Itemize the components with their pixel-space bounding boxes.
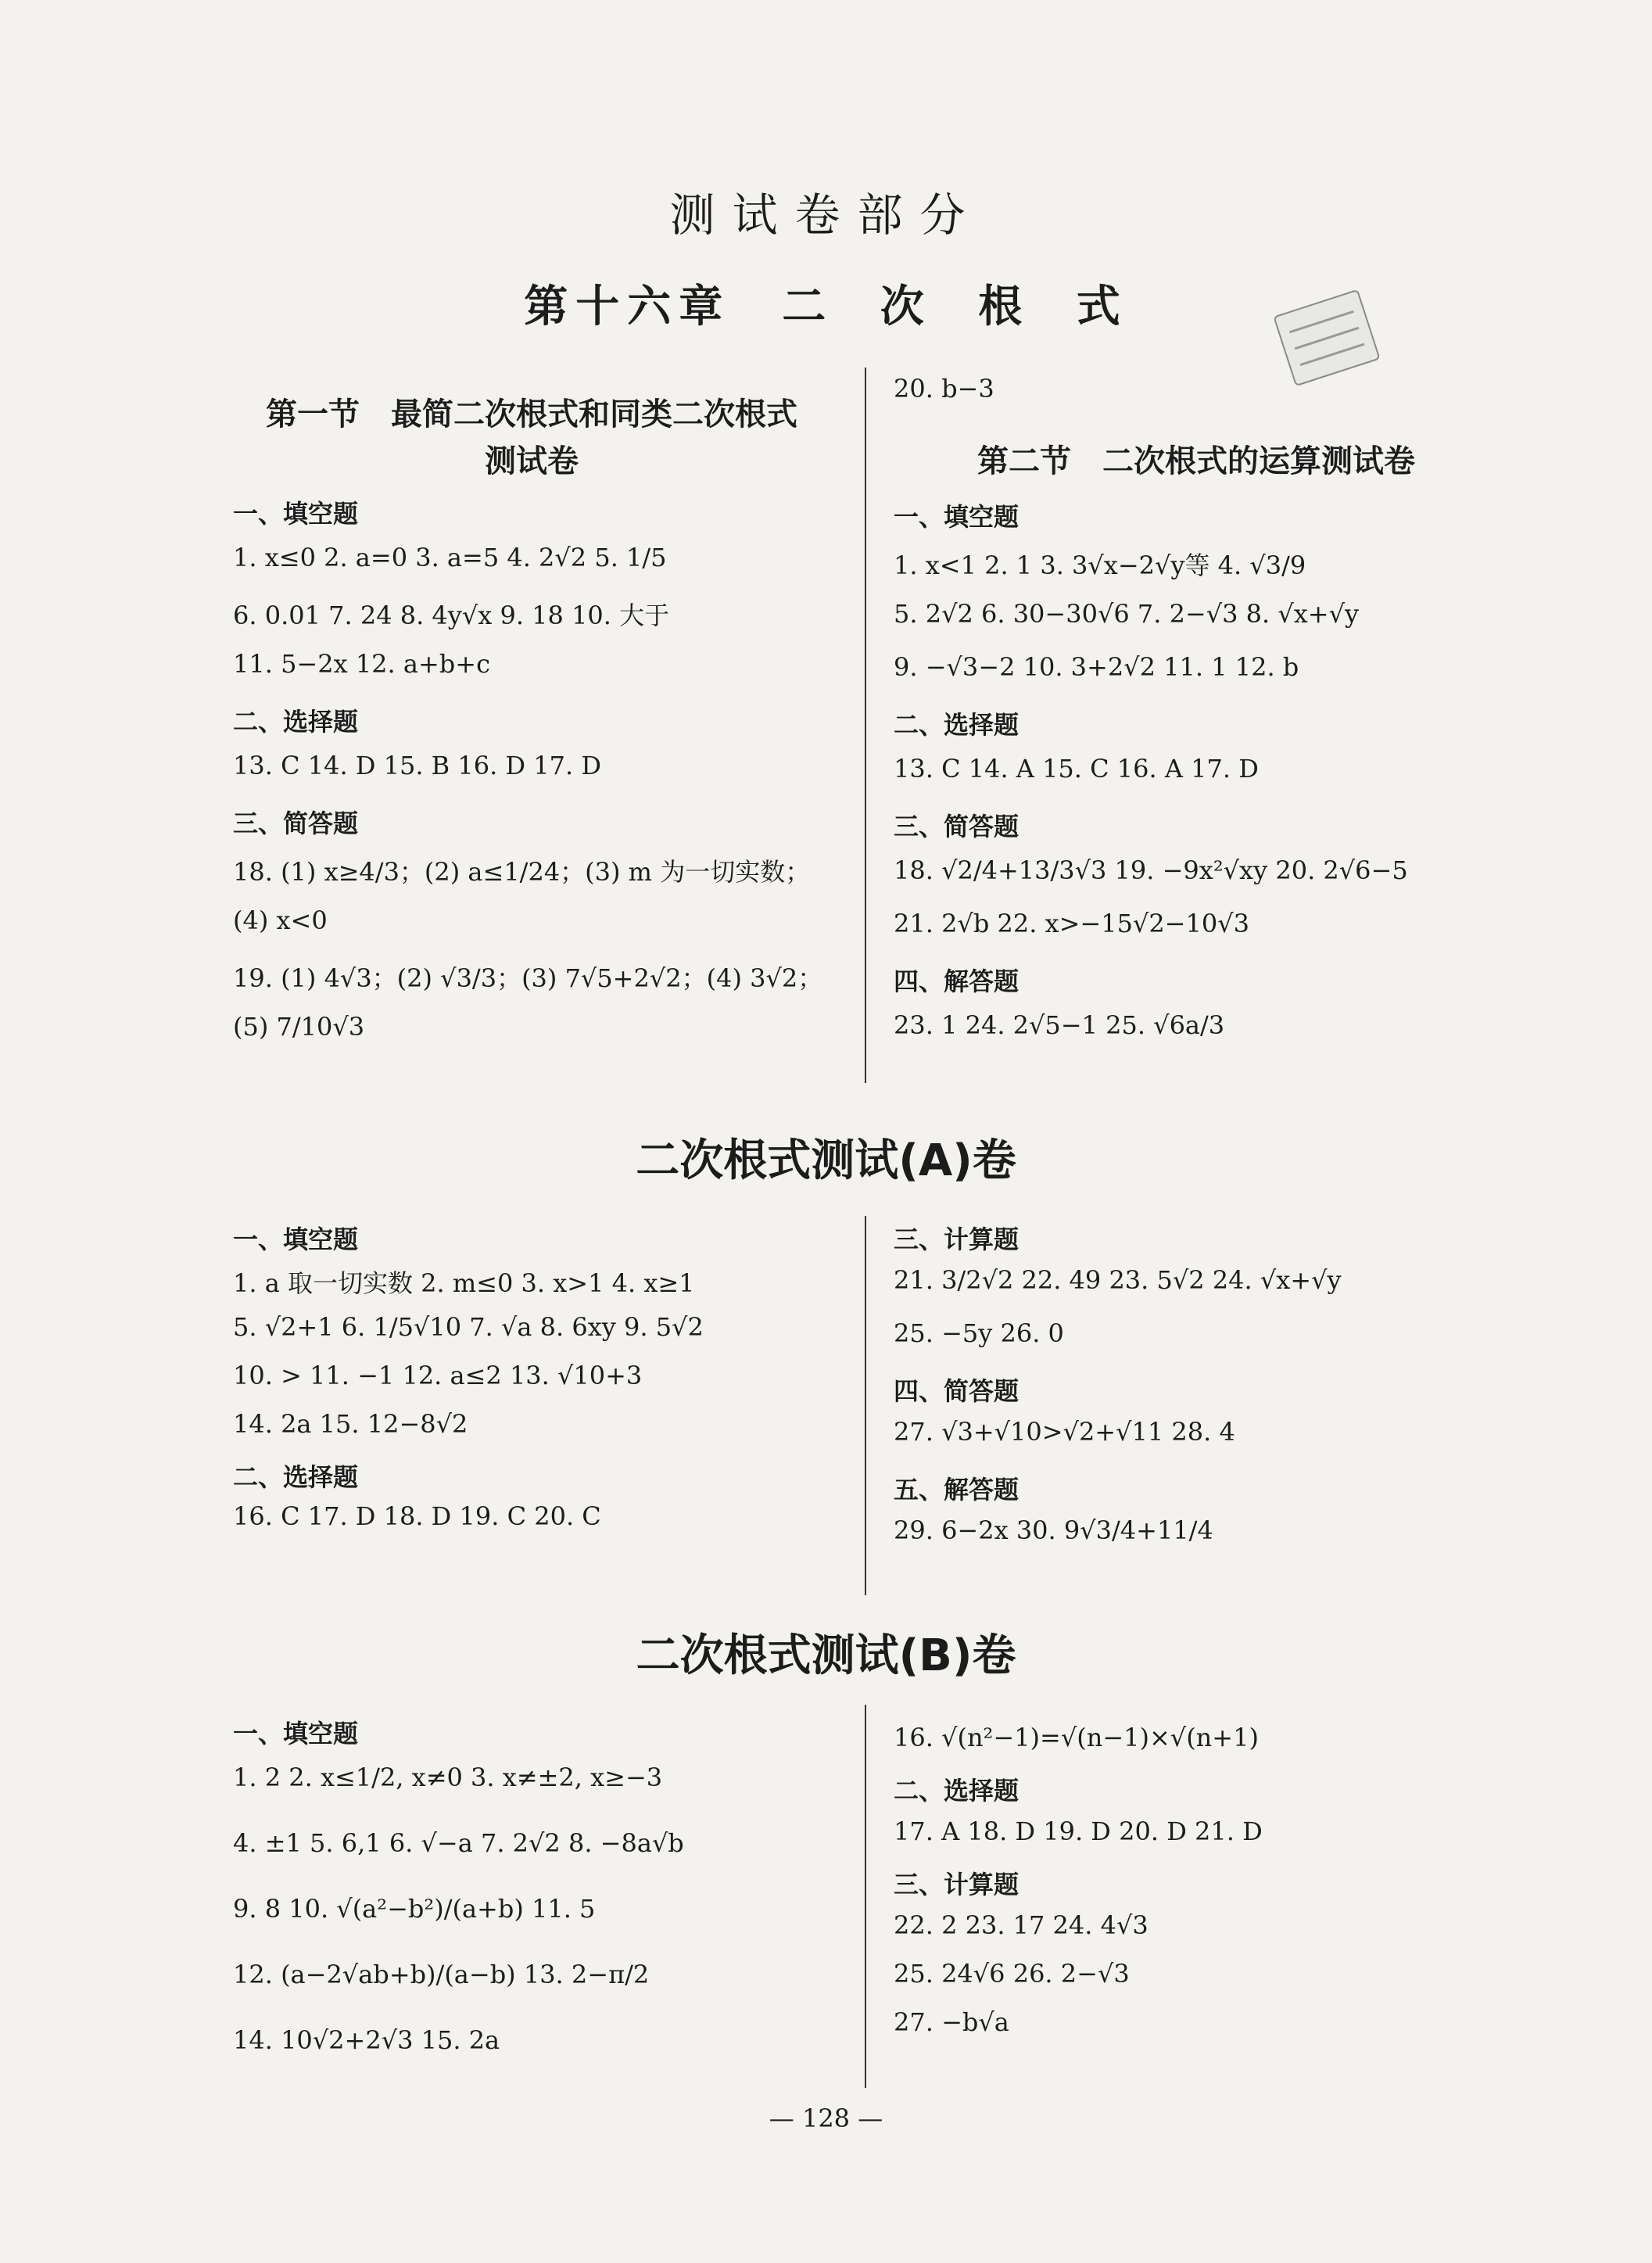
answer-line: 25. 24√6 26. 2−√3: [894, 1959, 1130, 1989]
answer-line: 9. −√3−2 10. 3+2√2 11. 1 12. b: [894, 652, 1299, 682]
page-title: 测试卷部分: [669, 188, 983, 242]
answer-line: 16. √(n²−1)=√(n−1)×√(n+1): [894, 1723, 1259, 1752]
answer-line: 1. x≤0 2. a=0 3. a=5 4. 2√2 5. 1/5: [233, 543, 667, 572]
column-divider: [865, 368, 866, 1083]
answer-line: 19. (1) 4√3；(2) √3/3；(3) 7√5+2√2；(4) 3√2；: [233, 963, 823, 993]
answer-line: 10. > 11. −1 12. a≤2 13. √10+3: [233, 1361, 643, 1390]
test-b-title: 二次根式测试(B)卷: [636, 1630, 1016, 1681]
question-category: 一、填空题: [233, 499, 359, 529]
answer-line: 17. A 18. D 19. D 20. D 21. D: [894, 1816, 1263, 1846]
answer-line: 16. C 17. D 18. D 19. C 20. C: [233, 1501, 601, 1531]
question-category: 三、计算题: [894, 1870, 1020, 1899]
answer-line: (4) x<0: [233, 906, 328, 935]
section2-title: 第二节 二次根式的运算测试卷: [977, 443, 1415, 479]
answer-line: 29. 6−2x 30. 9√3/4+11/4: [894, 1515, 1213, 1545]
answer-line: 23. 1 24. 2√5−1 25. √6a/3: [894, 1010, 1225, 1040]
test-a-title: 二次根式测试(A)卷: [636, 1135, 1016, 1186]
answer-line: 11. 5−2x 12. a+b+c: [233, 649, 490, 679]
answer-line: 1. 2 2. x≤1/2, x≠0 3. x≠±2, x≥−3: [233, 1763, 663, 1792]
question-category: 三、计算题: [894, 1225, 1020, 1254]
answer-line: 18. (1) x≥4/3；(2) a≤1/24；(3) m 为一切实数；: [233, 857, 811, 887]
answer-line: (5) 7/10√3: [233, 1012, 365, 1042]
column-divider: [865, 1705, 866, 2088]
answer-line: 18. √2/4+13/3√3 19. −9x²√xy 20. 2√6−5: [894, 855, 1408, 885]
answer-line: 27. −b√a: [894, 2007, 1009, 2037]
question-category: 五、解答题: [894, 1475, 1020, 1504]
answer-line: 9. 8 10. √(a²−b²)/(a+b) 11. 5: [233, 1894, 596, 1924]
question-category: 一、填空题: [233, 1225, 359, 1254]
question-category: 四、解答题: [894, 967, 1020, 996]
answer-line: 14. 2a 15. 12−8√2: [233, 1409, 468, 1439]
section2-pre-line: 20. b−3: [894, 374, 994, 403]
question-category: 二、选择题: [894, 1776, 1020, 1806]
question-category: 二、选择题: [233, 707, 359, 737]
answer-line: 13. C 14. A 15. C 16. A 17. D: [894, 754, 1259, 784]
question-category: 三、简答题: [233, 809, 359, 838]
answer-line: 6. 0.01 7. 24 8. 4y√x 9. 18 10. 大于: [233, 601, 670, 630]
chapter-title: 第十六章 二 次 根 式: [524, 282, 1128, 332]
question-category: 二、选择题: [233, 1462, 359, 1492]
column-divider: [865, 1216, 866, 1595]
answer-line: 21. 3/2√2 22. 49 23. 5√2 24. √x+√y: [894, 1265, 1342, 1295]
answer-line: 5. √2+1 6. 1/5√10 7. √a 8. 6xy 9. 5√2: [233, 1312, 704, 1342]
answer-line: 1. a 取一切实数 2. m≤0 3. x>1 4. x≥1: [233, 1268, 695, 1298]
answer-line: 4. ±1 5. 6,1 6. √−a 7. 2√2 8. −8a√b: [233, 1828, 684, 1858]
question-category: 三、简答题: [894, 812, 1020, 841]
question-category: 一、填空题: [233, 1719, 359, 1748]
question-category: 一、填空题: [894, 502, 1020, 532]
answer-line: 12. (a−2√ab+b)/(a−b) 13. 2−π/2: [233, 1960, 650, 1989]
answer-line: 27. √3+√10>√2+√11 28. 4: [894, 1417, 1235, 1447]
answer-line: 5. 2√2 6. 30−30√6 7. 2−√3 8. √x+√y: [894, 599, 1360, 629]
section1-title-line1: 第一节 最简二次根式和同类二次根式: [266, 396, 797, 432]
answer-line: 13. C 14. D 15. B 16. D 17. D: [233, 751, 601, 780]
question-category: 二、选择题: [894, 710, 1020, 740]
answer-line: 25. −5y 26. 0: [894, 1318, 1064, 1348]
section1-title-line2: 测试卷: [485, 443, 579, 479]
answer-line: 21. 2√b 22. x>−15√2−10√3: [894, 909, 1249, 938]
answer-line: 14. 10√2+2√3 15. 2a: [233, 2025, 500, 2055]
question-category: 四、简答题: [894, 1376, 1020, 1406]
answer-line: 1. x<1 2. 1 3. 3√x−2√y等 4. √3/9: [894, 551, 1306, 580]
page-number: — 128 —: [769, 2103, 883, 2133]
answer-line: 22. 2 23. 17 24. 4√3: [894, 1910, 1149, 1940]
